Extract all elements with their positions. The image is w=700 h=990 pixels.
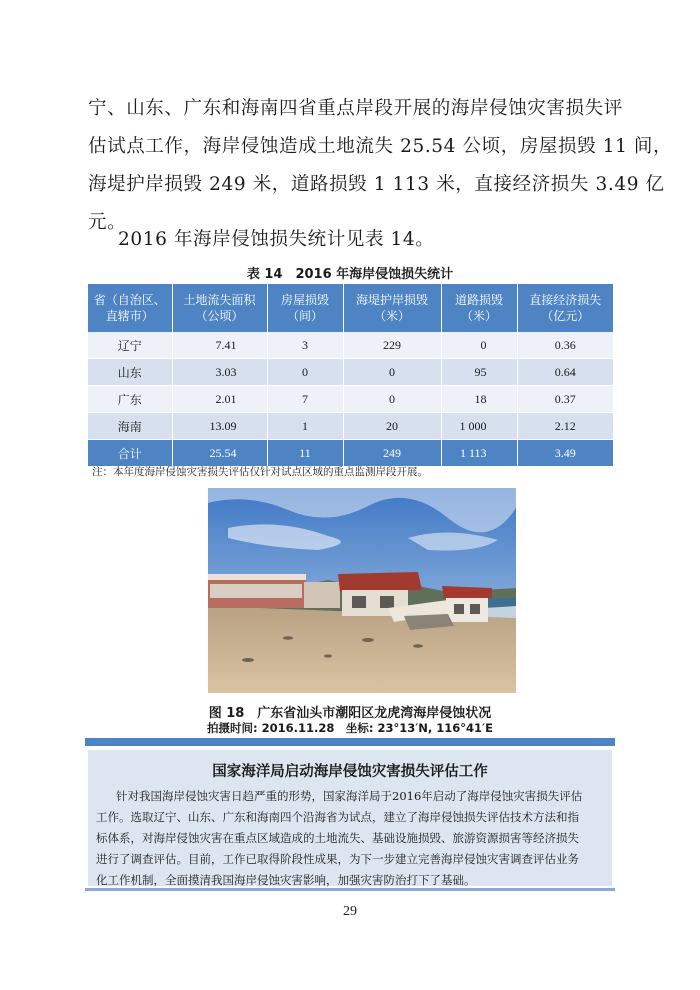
- paragraph-line: 元。: [88, 212, 127, 233]
- figure-subcaption: 拍摄时间: 2016.11.28 坐标: 23°13′N, 116°41′E: [207, 721, 493, 735]
- cell-roads: 0: [441, 332, 517, 359]
- header-province: 省（自治区、 直辖市）: [88, 284, 172, 332]
- cell-houses: 7: [267, 386, 343, 413]
- cell-land: 13.09: [172, 413, 267, 440]
- table-row: [88, 386, 613, 413]
- cell-province: 广东: [88, 386, 172, 413]
- cell-houses: 1: [267, 413, 343, 440]
- table-caption: 表 14 2016 年海岸侵蚀损失统计: [246, 267, 454, 282]
- paragraph-line: 海堤护岸损毁 249 米，道路损毁 1 113 米，直接经济损失 3.49 亿: [88, 174, 665, 195]
- cell-seawall: 0: [343, 359, 441, 386]
- cell-land: 2.01: [172, 386, 267, 413]
- coastal-erosion-photo: [208, 488, 516, 693]
- info-box-title: 国家海洋局启动海岸侵蚀灾害损失评估工作: [212, 764, 488, 780]
- box-bottom-bar: [85, 888, 615, 891]
- cell-seawall: 249: [343, 440, 441, 467]
- paragraph-line: 估试点工作，海岸侵蚀造成土地流失 25.54 公顷，房屋损毁 11 间，: [88, 136, 673, 157]
- cell-economic: 0.64: [517, 359, 613, 386]
- cell-seawall: 20: [343, 413, 441, 440]
- box-top-bar: [85, 738, 615, 746]
- cell-land: 25.54: [172, 440, 267, 467]
- info-box-text: [96, 786, 606, 891]
- loss-statistics-table: [88, 284, 613, 467]
- cell-province: 海南: [88, 413, 172, 440]
- table-total-row: [88, 440, 613, 467]
- header-houses: 房屋损毁 （间）: [267, 284, 343, 332]
- header-roads: 道路损毁 （米）: [441, 284, 517, 332]
- cell-land: 3.03: [172, 359, 267, 386]
- table-header-row: [88, 284, 613, 332]
- header-seawall: 海堤护岸损毁 （米）: [343, 284, 441, 332]
- page-number: 29: [343, 904, 357, 919]
- table-row: [88, 359, 613, 386]
- body-paragraph: [88, 90, 673, 242]
- cell-economic: 0.37: [517, 386, 613, 413]
- cell-houses: 11: [267, 440, 343, 467]
- cell-economic: 2.12: [517, 413, 613, 440]
- header-land-loss: 土地流失面积 （公顷）: [172, 284, 267, 332]
- info-box-line: 针对我国海岸侵蚀灾害日趋严重的形势，国家海洋局于2016年启动了海岸侵蚀灾害损失评估: [116, 789, 583, 803]
- cell-province: 山东: [88, 359, 172, 386]
- cell-houses: 0: [267, 359, 343, 386]
- cell-seawall: 229: [343, 332, 441, 359]
- cell-roads: 95: [441, 359, 517, 386]
- paragraph-line: 宁、山东、广东和海南四省重点岸段开展的海岸侵蚀灾害损失评: [88, 98, 623, 119]
- info-box-line: 化工作机制，全面摸清我国海岸侵蚀灾害影响，加强灾害防治打下了基础。: [96, 873, 476, 887]
- table-note: 注：本年度海岸侵蚀灾害损失评估仅针对试点区域的重点监测岸段开展。: [92, 466, 428, 478]
- info-box-line: 进行了调查评估。目前，工作已取得阶段性成果，为下一步建立完善海岸侵蚀灾害调查评估业务: [96, 852, 579, 866]
- cell-province: 辽宁: [88, 332, 172, 359]
- cell-seawall: 0: [343, 386, 441, 413]
- header-economic-loss: 直接经济损失 （亿元）: [517, 284, 613, 332]
- table-row: [88, 413, 613, 440]
- cell-economic: 0.36: [517, 332, 613, 359]
- cell-roads: 18: [441, 386, 517, 413]
- info-box: [88, 750, 612, 886]
- table-reference-sentence: 2016 年海岸侵蚀损失统计见表 14。: [118, 229, 435, 250]
- info-box-line: 工作。选取辽宁、山东、广东和海南四个沿海省为试点，建立了海岸侵蚀损失评估技术方法和指: [96, 810, 579, 824]
- cell-province: 合计: [88, 440, 172, 467]
- cell-roads: 1 113: [441, 440, 517, 467]
- table-row: [88, 332, 613, 359]
- cell-houses: 3: [267, 332, 343, 359]
- info-box-line: 标体系，对海岸侵蚀灾害在重点区域造成的土地流失、基础设施损毁、旅游资源损害等经济损失: [96, 831, 579, 845]
- cell-land: 7.41: [172, 332, 267, 359]
- cell-roads: 1 000: [441, 413, 517, 440]
- figure-caption: 图 18 广东省汕头市潮阳区龙虎湾海岸侵蚀状况: [208, 706, 492, 721]
- cell-economic: 3.49: [517, 440, 613, 467]
